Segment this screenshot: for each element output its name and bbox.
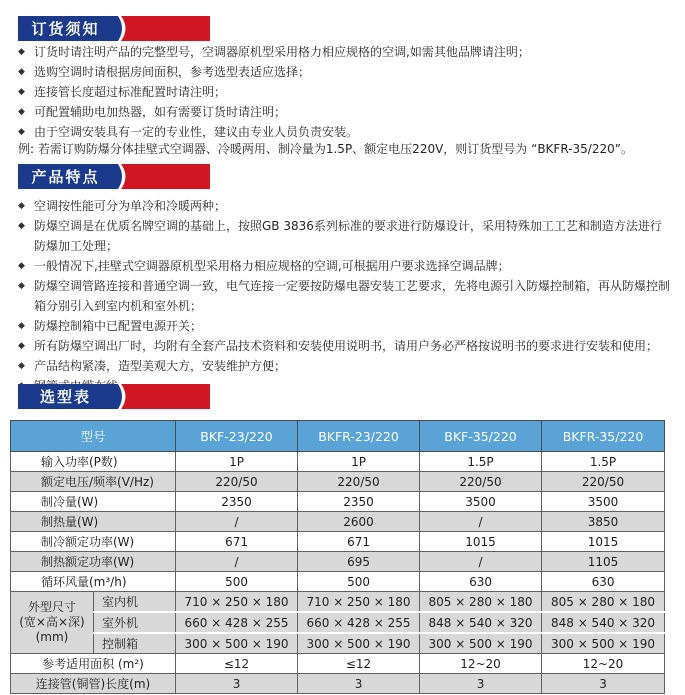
table-row bbox=[11, 452, 665, 472]
table-cell: ≤12 bbox=[298, 654, 420, 674]
table-cell: 500 bbox=[176, 572, 298, 592]
table-row bbox=[11, 552, 665, 572]
bullet-item bbox=[18, 82, 670, 102]
bullet-item bbox=[18, 216, 670, 256]
table-cell: 848 × 540 × 320 bbox=[420, 612, 542, 633]
table-cell: 12~20 bbox=[420, 654, 542, 674]
section-title-selection: 选型表 bbox=[39, 388, 91, 406]
banner-title-box bbox=[18, 164, 113, 189]
banner-arc-icon bbox=[113, 164, 133, 189]
dimensions-label bbox=[11, 592, 94, 654]
table-cell: / bbox=[420, 552, 542, 572]
row-label: 参考适用面积 (m²) bbox=[11, 654, 176, 674]
diamond-bullet-icon: ◆ bbox=[18, 221, 25, 231]
section-banner-selection bbox=[18, 384, 210, 409]
diamond-bullet-icon: ◆ bbox=[18, 281, 25, 291]
table-cell: 1.5P bbox=[420, 452, 542, 472]
table-cell: 671 bbox=[298, 532, 420, 552]
diamond-bullet-icon: ◆ bbox=[18, 201, 25, 211]
column-header: BKF-35/220 bbox=[420, 421, 542, 452]
bullet-text: 所有防爆空调出厂时，均附有全套产品技术资料和安装使用说明书，请用户务必严格按说明书的要求进行安装和使用； bbox=[34, 339, 659, 353]
diamond-bullet-icon: ◆ bbox=[18, 87, 25, 97]
diamond-bullet-icon: ◆ bbox=[18, 67, 25, 77]
table-cell: 3500 bbox=[542, 492, 665, 512]
table-cell: 220/50 bbox=[542, 472, 665, 492]
table-header-row bbox=[11, 421, 665, 452]
table-cell: 805 × 280 × 180 bbox=[542, 592, 665, 613]
diamond-bullet-icon: ◆ bbox=[18, 127, 25, 137]
table-cell: 805 × 280 × 180 bbox=[420, 592, 542, 613]
bullet-text: 防爆控制箱中已配置电源开关； bbox=[34, 319, 203, 333]
banner-title-box bbox=[18, 16, 113, 41]
row-label: 额定电压/频率(V/Hz) bbox=[11, 472, 176, 492]
table-cell: 3 bbox=[542, 674, 665, 694]
table-row-dimensions bbox=[11, 612, 665, 633]
bullet-text: 产品结构紧凑，造型美观大方，安装维护方便； bbox=[34, 359, 287, 373]
banner-arc-icon bbox=[113, 384, 133, 409]
table-row bbox=[11, 472, 665, 492]
table-cell: 1.5P bbox=[542, 452, 665, 472]
table-cell: 710 × 250 × 180 bbox=[298, 592, 420, 613]
table-cell: 2600 bbox=[298, 512, 420, 532]
column-header-model: 型号 bbox=[11, 421, 176, 452]
row-label: 制热额定功率(W) bbox=[11, 552, 176, 572]
bullet-item bbox=[18, 102, 670, 122]
diamond-bullet-icon: ◆ bbox=[18, 321, 25, 331]
banner-red-bar bbox=[133, 164, 210, 189]
table-cell: 660 × 428 × 255 bbox=[176, 612, 298, 633]
table-cell: 300 × 500 × 190 bbox=[176, 633, 298, 654]
table-cell: 1P bbox=[176, 452, 298, 472]
bullet-text: 由于空调安装具有一定的专业性，建议由专业人员负责安装。 bbox=[34, 125, 359, 139]
bullet-text: 选购空调时请根据房间面积，参考选型表适应选择； bbox=[34, 65, 311, 79]
row-label: 连接管(铜管)长度(m) bbox=[11, 674, 176, 694]
row-sublabel: 室内机 bbox=[94, 592, 176, 613]
diamond-bullet-icon: ◆ bbox=[18, 341, 25, 351]
selection-table bbox=[10, 420, 665, 694]
banner-red-bar bbox=[133, 384, 210, 409]
bullet-text: 订货时请注明产品的完整型号，空调器原机型采用格力相应规格的空调,如需其他品牌请注明； bbox=[34, 45, 530, 59]
table-row bbox=[11, 572, 665, 592]
row-label: 制热量(W) bbox=[11, 512, 176, 532]
table-cell: 710 × 250 × 180 bbox=[176, 592, 298, 613]
table-cell: / bbox=[176, 552, 298, 572]
table-row bbox=[11, 532, 665, 552]
diamond-bullet-icon: ◆ bbox=[18, 107, 25, 117]
bullet-item bbox=[18, 316, 670, 336]
table-cell: 500 bbox=[298, 572, 420, 592]
bullet-text: 防爆空调是在优质名牌空调的基础上，按照GB 3836系列标准的要求进行防爆设计，采用特殊加工工艺和制造方法进行防爆加工处理； bbox=[34, 219, 662, 253]
table-cell: 1015 bbox=[542, 532, 665, 552]
table-row-dimensions bbox=[11, 592, 665, 613]
bullet-item bbox=[18, 276, 670, 316]
table-row bbox=[11, 654, 665, 674]
section-banner-ordering bbox=[18, 16, 210, 41]
dimensions-label-line: (mm) bbox=[35, 630, 69, 644]
banner-red-bar bbox=[133, 16, 210, 41]
table-cell: 12~20 bbox=[542, 654, 665, 674]
table-cell: 300 × 500 × 190 bbox=[420, 633, 542, 654]
table-cell: 3500 bbox=[420, 492, 542, 512]
table-cell: 2350 bbox=[298, 492, 420, 512]
bullet-text: 空调按性能可分为单冷和冷暖两种； bbox=[34, 199, 227, 213]
diamond-bullet-icon: ◆ bbox=[18, 361, 25, 371]
diamond-bullet-icon: ◆ bbox=[18, 47, 25, 57]
table-cell: 3850 bbox=[542, 512, 665, 532]
row-label: 输入功率(P数) bbox=[11, 452, 176, 472]
table-cell: 3 bbox=[420, 674, 542, 694]
table-row-dimensions bbox=[11, 633, 665, 654]
section-banner-features bbox=[18, 164, 210, 189]
dimensions-label-line: 外型尺寸 bbox=[27, 600, 76, 614]
banner-title-box bbox=[18, 384, 113, 409]
table-cell: 3 bbox=[176, 674, 298, 694]
table-cell: / bbox=[420, 512, 542, 532]
table-cell: 2350 bbox=[176, 492, 298, 512]
banner-arc-icon bbox=[113, 16, 133, 41]
bullet-item bbox=[18, 256, 670, 276]
ordering-example-note: 例: 若需订购防爆分体挂壁式空调器、冷暖两用、制冷量为1.5P、额定电压220V，则订货型号为 “BKFR-35/220”。 bbox=[18, 142, 633, 156]
bullet-text: 防爆空调管路连接和普通空调一致，电气连接一定要按防爆电器安装工艺要求，先将电源引入防爆控制箱，再从防爆控制箱分别引入到室内机和室外机； bbox=[34, 279, 671, 313]
table-cell: 300 × 500 × 190 bbox=[542, 633, 665, 654]
table-cell: 630 bbox=[420, 572, 542, 592]
table-row bbox=[11, 674, 665, 694]
bullet-item bbox=[18, 62, 670, 82]
table-cell: 630 bbox=[542, 572, 665, 592]
dimensions-label-line: (宽×高×深) bbox=[19, 615, 85, 629]
features-bullet-list bbox=[18, 196, 670, 396]
table-cell: 300 × 500 × 190 bbox=[298, 633, 420, 654]
table-cell: 220/50 bbox=[176, 472, 298, 492]
bullet-item bbox=[18, 356, 670, 376]
bullet-item bbox=[18, 336, 670, 356]
table-cell: 695 bbox=[298, 552, 420, 572]
ordering-bullet-list bbox=[18, 42, 670, 142]
bullet-text: 可配置辅助电加热器，如有需要订货时请注明； bbox=[34, 105, 287, 119]
section-title-ordering: 订货须知 bbox=[31, 20, 100, 38]
row-sublabel: 控制箱 bbox=[94, 633, 176, 654]
table-cell: 660 × 428 × 255 bbox=[298, 612, 420, 633]
table-cell: 220/50 bbox=[420, 472, 542, 492]
column-header: BKFR-23/220 bbox=[298, 421, 420, 452]
table-cell: 1P bbox=[298, 452, 420, 472]
table-row bbox=[11, 512, 665, 532]
table-cell: ≤12 bbox=[176, 654, 298, 674]
row-label: 制冷量(W) bbox=[11, 492, 176, 512]
row-label: 制冷额定功率(W) bbox=[11, 532, 176, 552]
table-cell: 3 bbox=[298, 674, 420, 694]
bullet-item bbox=[18, 122, 670, 142]
column-header: BKFR-35/220 bbox=[542, 421, 665, 452]
table-cell: 1015 bbox=[420, 532, 542, 552]
table-cell: 1105 bbox=[542, 552, 665, 572]
row-label: 循环风量(m³/h) bbox=[11, 572, 176, 592]
table-cell: 220/50 bbox=[298, 472, 420, 492]
diamond-bullet-icon: ◆ bbox=[18, 261, 25, 271]
bullet-item bbox=[18, 42, 670, 62]
table-cell: 671 bbox=[176, 532, 298, 552]
row-sublabel: 室外机 bbox=[94, 612, 176, 633]
bullet-item bbox=[18, 196, 670, 216]
bullet-text: 一般情况下,挂壁式空调器原机型采用格力相应规格的空调,可根据用户要求选择空调品牌； bbox=[34, 259, 510, 273]
table-cell: 848 × 540 × 320 bbox=[542, 612, 665, 633]
column-header: BKF-23/220 bbox=[176, 421, 298, 452]
table-cell: / bbox=[176, 512, 298, 532]
bullet-text: 连接管长度超过标准配置时请注明； bbox=[34, 85, 227, 99]
table-row bbox=[11, 492, 665, 512]
section-title-features: 产品特点 bbox=[31, 168, 100, 186]
